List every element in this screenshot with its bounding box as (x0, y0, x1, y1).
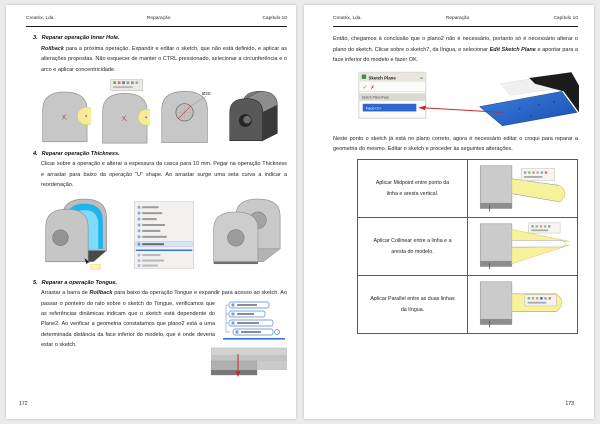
sketch-plane-dialog (359, 72, 426, 118)
section-3-body (41, 44, 287, 75)
figure-sketch-plane (357, 70, 578, 128)
figure-shell-blue-model (42, 196, 119, 274)
section-5-heading (33, 279, 287, 287)
header-rule (333, 26, 578, 27)
section-3-title: Reparar operação Inner Hole. (41, 35, 120, 42)
table-cell-text: Aplicar Parallel entre as duas linhas da língua. (358, 276, 468, 334)
section-4-title: Reparar operação Thickness. (41, 150, 120, 157)
section-5-title: Reparar a operação Tongue. (41, 279, 118, 286)
page-number: 173 (565, 401, 574, 408)
table-cell-figure (468, 276, 578, 334)
selected-face-icon (479, 91, 577, 125)
header-chapter: Capítulo 10 (553, 16, 578, 21)
table-cell-text: Aplicar Midpoint entre ponto da linha e aresta vertical. (358, 160, 468, 218)
figure-row-inner-hole (40, 79, 287, 145)
page-header-right (333, 16, 578, 21)
section-5-number: 5. (33, 279, 38, 286)
sketch-plane-icon (362, 74, 366, 78)
figure-feature-tree (134, 200, 194, 270)
page-header-left (26, 16, 287, 21)
context-toolbar-icon (524, 295, 556, 306)
paragraph-2: Neste ponto o sketch já está no plano correto, agora é necessário editar o croqui para reparar a geometria do mesmo. Editar o sketch e proceder às seguintes alterações. (333, 135, 578, 153)
section-3-heading (33, 34, 287, 42)
header-section-title: Reparação (146, 16, 171, 21)
header-section-title: Reparação (445, 16, 470, 21)
section-3-text: para a próxima operação. Expandir e editar o sketch, que não está definido, e aplicar as alterações propostas. Não esquecer de manter o CTRL pressionado, selecionar a circunferência e o arco e aplicar concentricidade. (41, 45, 287, 73)
section-3-number: 3. (33, 35, 38, 42)
sketch-outline-icon (511, 240, 565, 247)
rollback-term: Rollback (41, 45, 64, 52)
rollback-bar-icon (136, 249, 192, 250)
tooltip-tag-icon (91, 264, 100, 269)
dimension-label: Ø25 (202, 90, 211, 96)
operations-table (357, 159, 578, 334)
figure-dimensioned-hole (159, 87, 217, 145)
table-row (358, 218, 578, 276)
tongue-sketch-icon (511, 179, 564, 202)
section-5-text-pre: Arrastar a barra de (41, 290, 90, 297)
confirm-icon: ✓ (362, 84, 368, 91)
paragraph-1-post: e apontar para a face inferior do modelo e fazer OK. (333, 46, 578, 64)
figure-sketch-highlight-2 (100, 79, 151, 145)
header-company: Creatrix, Lda. (26, 16, 55, 21)
table-cell-text: Aplicar Collinear entre a linha e a aresta do modelo. (358, 218, 468, 276)
table-cell-figure (468, 160, 578, 218)
paragraph-1 (333, 34, 578, 65)
header-chapter: Capítulo 10 (262, 16, 287, 21)
page-right (304, 5, 594, 419)
figure-solid-3d (227, 87, 287, 145)
inset-dynamic-references (221, 301, 287, 341)
section-4-body: Clicar sobre a operação e alterar a espessura da casca para 10 mm. Pegar na operação Thickness e arrastar para baixo da operação “U” shape. Ao arrastar surge uma seta curva a indicar a reordenação. (41, 161, 287, 189)
selected-face-label: Face<1> (365, 104, 382, 110)
highlight-circle-icon (138, 109, 150, 125)
dialog-title: Sketch Plane (368, 74, 396, 80)
mini-toolbar-icon (110, 79, 142, 91)
header-company: Creatrix, Lda. (333, 16, 362, 21)
figure-parallel (471, 279, 575, 331)
context-toolbar-icon (528, 223, 560, 233)
rollback-term: Rollback (89, 290, 113, 297)
figure-collinear (471, 221, 575, 273)
header-rule (26, 26, 287, 27)
section-5-body (41, 288, 287, 351)
page-number: 172 (19, 401, 28, 408)
edit-sketch-plane-term: Edit Sketch Plane (489, 46, 536, 53)
dialog-section-label: Sketch Plane/Face (361, 95, 390, 100)
cancel-icon: ✗ (370, 85, 375, 91)
section-5-text-mid: para baixo da operação Tongue e expandir para acesso ao sketch. Ao passar o ponteiro do rato sobre o sketch do Tongue, (41, 290, 288, 307)
paragraph-1-pre: Então, chegamos à conclusão que o plano2 não é necessário, portanto só é necessário alterar o plano do sketch. Clicar sobre o sketch7, da língua, e selecionar (333, 36, 578, 53)
figure-bracket-gray (210, 196, 287, 274)
table-row (358, 160, 578, 218)
callout-handle-icon (275, 329, 280, 334)
table-cell-figure (468, 218, 578, 276)
section-4-heading (33, 150, 287, 158)
figure-sketch-highlight-1 (40, 87, 91, 145)
dialog-pin-icon: ≡ (420, 74, 423, 80)
page-left (6, 5, 296, 419)
section-5-text-end: verificamos que as referências dinâmicas indicam que o sketch está dependente do Plane2. Ao verificar a geometria constatamos que plano2 está a uma determinada distância da face inferior do modelo, que é onde deveria estar o sketch. (41, 300, 215, 349)
section-4-number: 4. (33, 150, 38, 157)
figure-row-thickness (42, 196, 287, 274)
table-row (358, 276, 578, 334)
figure-midpoint (471, 163, 575, 215)
rollback-bar-icon (223, 338, 285, 340)
inset-plane-distance (211, 346, 287, 384)
context-toolbar-icon (521, 169, 554, 181)
